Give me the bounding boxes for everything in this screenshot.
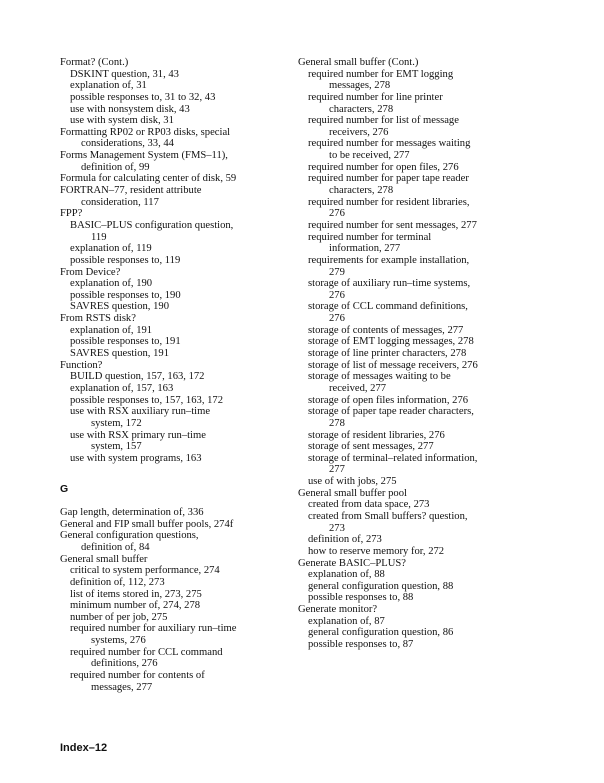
index-entry: General and FIP small buffer pools, 274f [60,518,234,530]
index-subentry: storage of sent messages, 277 [308,441,434,453]
index-subentry: how to reserve memory for, 272 [308,545,445,557]
index-subentry: required number for CCL command [70,646,223,658]
index-entry-continuation: information, 277 [329,243,401,255]
spacer [60,496,300,507]
index-subentry: use with system programs, 163 [70,452,202,464]
index-subentry: use with system disk, 31 [70,115,174,127]
index-subentry: required number for terminal [308,231,432,243]
index-subentry: use with nonsystem disk, 43 [70,103,190,115]
index-entry: FORTRAN–77, resident attribute [60,185,202,197]
index-entry-continuation: messages, 277 [91,681,153,693]
index-subentry: definition of, 273 [308,534,382,546]
index-subentry: storage of open files information, 276 [308,394,469,406]
index-entry-continuation: characters, 278 [329,185,394,197]
index-subentry: minimum number of, 274, 278 [70,600,201,612]
index-subentry: possible responses to, 191 [70,336,181,348]
index-entry: From Device? [60,266,121,278]
index-entry: Function? [60,359,103,371]
index-subentry: general configuration question, 86 [308,627,454,639]
index-column-right [298,57,538,651]
index-subentry: required number for sent messages, 277 [308,219,477,231]
index-subentry: explanation of, 191 [70,324,153,336]
index-subentry: explanation of, 157, 163 [70,382,174,394]
index-subentry: SAVRES question, 191 [70,348,169,360]
index-subentry: storage of resident libraries, 276 [308,429,445,441]
index-entry-continuation: consideration, 117 [81,196,159,208]
index-subentry: required number for resident libraries, [308,196,470,208]
index-subentry: required number for EMT logging [308,68,454,80]
index-subentry: requirements for example installation, [308,254,470,266]
index-subentry: BASIC–PLUS configuration question, [70,219,234,231]
index-subentry: critical to system performance, 274 [70,565,220,577]
index-entry: Gap length, determination of, 336 [60,507,204,519]
index-entry-continuation: system, 172 [91,417,142,429]
index-entry-continuation: messages, 278 [329,80,391,92]
index-entry-continuation: characters, 278 [329,103,394,115]
index-subentry: required number for list of message [308,115,459,127]
index-entry-continuation: definition of, 84 [81,541,150,553]
index-subentry: storage of line printer characters, 278 [308,348,467,360]
index-entry: From RSTS disk? [60,313,136,325]
index-entry-continuation: receivers, 276 [329,126,389,138]
index-subentry: possible responses to, 190 [70,289,181,301]
index-entry: General small buffer (Cont.) [298,57,419,68]
index-entry: Generate monitor? [298,604,378,616]
index-subentry: storage of auxiliary run–time systems, [308,278,471,290]
index-entry-continuation: 278 [329,417,345,429]
index-entry-continuation: definition of, 99 [81,161,150,173]
index-entry-continuation: 276 [329,208,345,220]
index-entry-continuation: 273 [329,522,345,534]
index-entry-continuation: received, 277 [329,382,387,394]
index-subentry: explanation of, 88 [308,569,385,581]
spacer [60,464,300,484]
index-subentry: storage of messages waiting to be [308,371,451,383]
index-subentry: required number for messages waiting [308,138,471,150]
index-entry-continuation: 277 [329,464,345,476]
index-subentry: possible responses to, 88 [308,592,414,604]
index-subentry: use with RSX primary run–time [70,429,206,441]
index-subentry: required number for open files, 276 [308,161,459,173]
index-subentry: created from Small buffers? question, [308,510,468,522]
index-subentry: storage of EMT logging messages, 278 [308,336,474,348]
index-entry: Formatting RP02 or RP03 disks, special [60,126,231,138]
index-entry-continuation: system, 157 [91,441,142,453]
section-letter-heading: G [60,483,69,496]
index-subentry: possible responses to, 157, 163, 172 [70,394,224,406]
index-subentry: storage of list of message receivers, 276 [308,359,478,371]
index-subentry: number of per job, 275 [70,611,168,623]
index-entry: Format? (Cont.) [60,57,129,68]
index-subentry: definition of, 112, 273 [70,576,165,588]
index-subentry: storage of paper tape reader characters, [308,406,474,418]
index-subentry: SAVRES question, 190 [70,301,169,313]
index-subentry: storage of terminal–related information, [308,452,478,464]
index-subentry: possible responses to, 87 [308,639,414,651]
index-entry-continuation: 276 [329,313,345,325]
index-entry-continuation: considerations, 33, 44 [81,138,174,150]
page-number-footer: Index–12 [60,742,108,754]
index-subentry: required number for contents of [70,670,205,682]
index-subentry: general configuration question, 88 [308,580,454,592]
index-subentry: list of items stored in, 273, 275 [70,588,202,600]
index-entry: General configuration questions, [60,530,199,542]
index-subentry: explanation of, 119 [70,243,152,255]
index-subentry: storage of contents of messages, 277 [308,324,464,336]
index-subentry: DSKINT question, 31, 43 [70,68,179,80]
index-entry: Formula for calculating center of disk, 59 [60,173,237,185]
index-subentry: possible responses to, 119 [70,254,181,266]
index-entry-continuation: 119 [91,231,107,243]
index-subentry: BUILD question, 157, 163, 172 [70,371,205,383]
index-entry: FPP? [60,208,83,220]
index-subentry: use with RSX auxiliary run–time [70,406,211,418]
index-entry: General small buffer [60,553,148,565]
index-entry: Forms Management System (FMS–11), [60,150,228,162]
index-entry-continuation: 279 [329,266,345,278]
index-entry-continuation: systems, 276 [91,635,146,647]
index-subentry: storage of CCL command definitions, [308,301,468,313]
index-subentry: explanation of, 87 [308,615,385,627]
index-subentry: required number for line printer [308,91,443,103]
index-subentry: explanation of, 31 [70,80,147,92]
index-subentry: use of with jobs, 275 [308,476,397,488]
index-subentry: required number for auxiliary run–time [70,623,237,635]
index-entry-continuation: definitions, 276 [91,658,158,670]
index-entry-continuation: 276 [329,289,345,301]
index-entry: General small buffer pool [298,487,407,499]
index-entry-continuation: to be received, 277 [329,150,410,162]
index-subentry: created from data space, 273 [308,499,430,511]
index-subentry: possible responses to, 31 to 32, 43 [70,91,216,103]
index-entry: Generate BASIC–PLUS? [298,557,406,569]
index-subentry: explanation of, 190 [70,278,153,290]
index-column-left [60,57,300,693]
index-subentry: required number for paper tape reader [308,173,469,185]
